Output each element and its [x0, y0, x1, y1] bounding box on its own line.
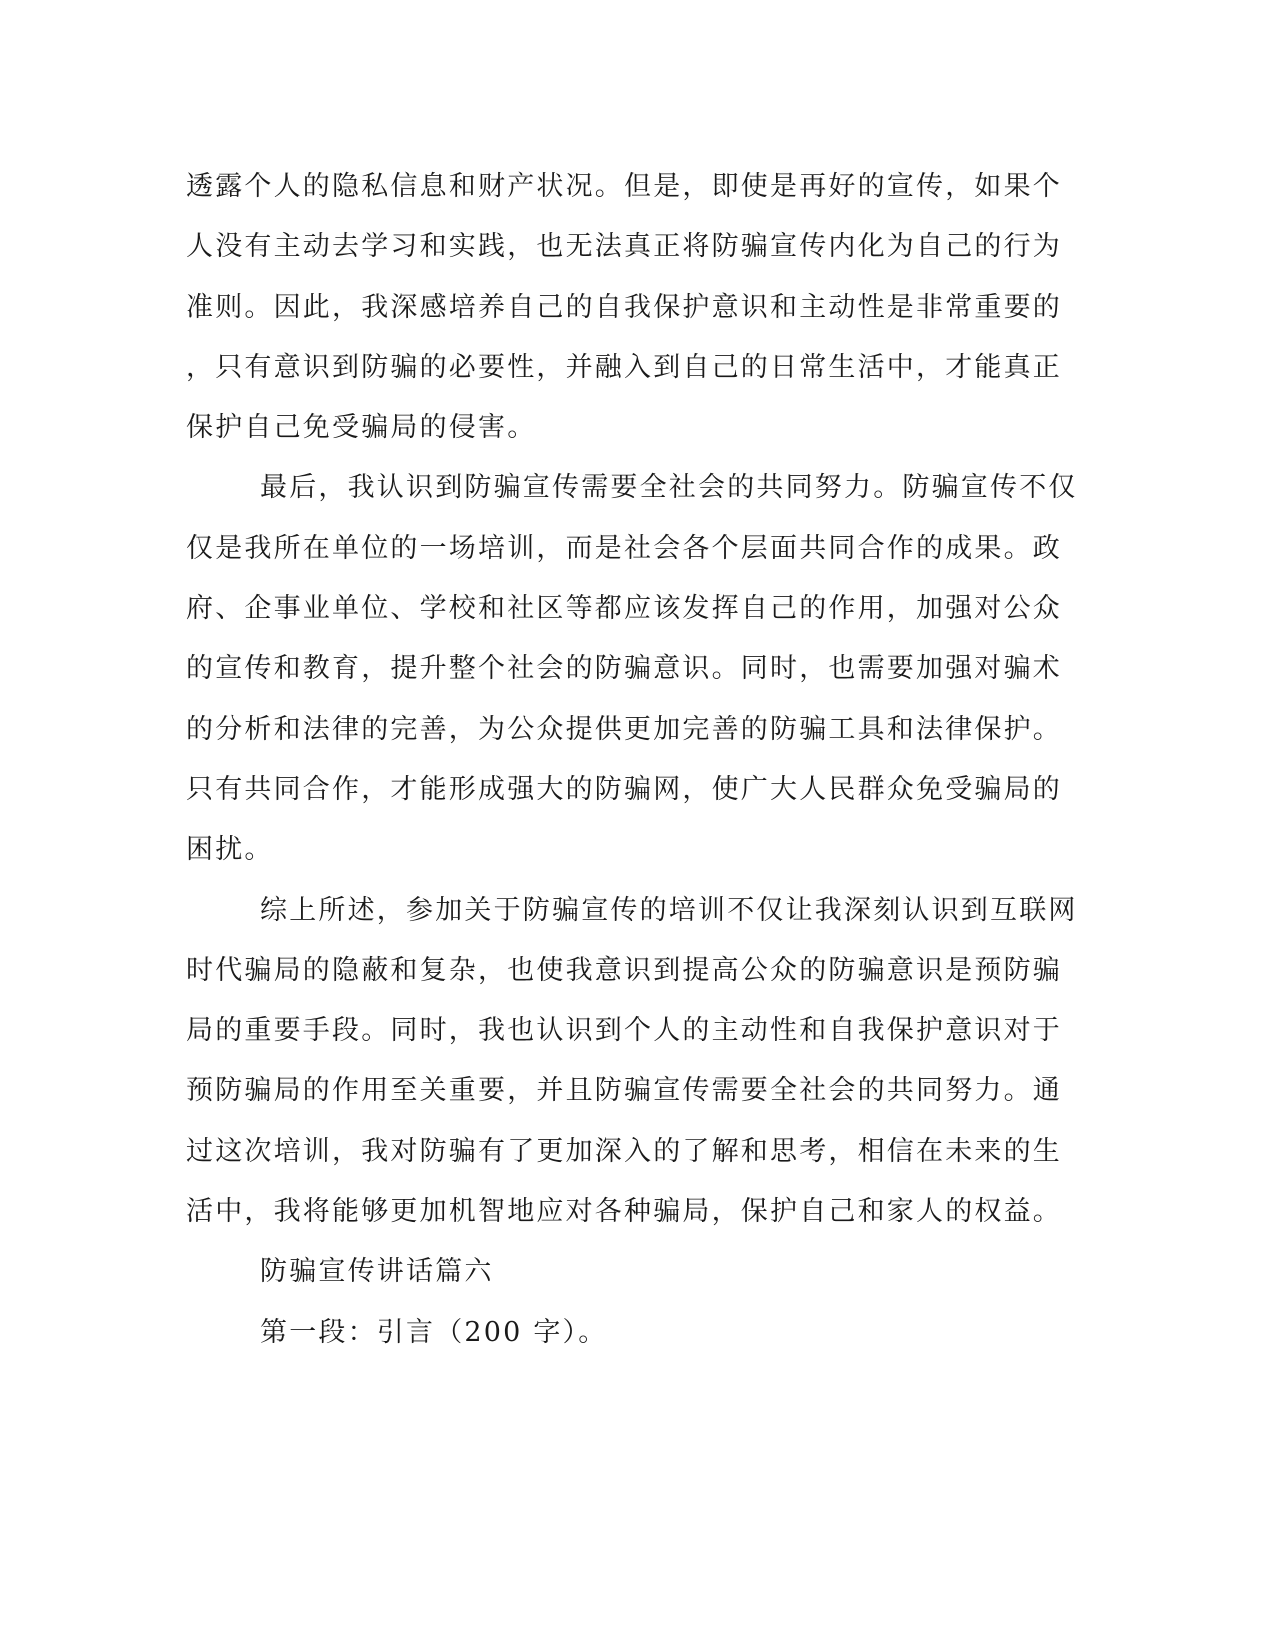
text-line: 保护自己免受骗局的侵害。	[186, 412, 537, 444]
text-line: 透露个人的隐私信息和财产状况。但是，即使是再好的宣传，如果个	[186, 171, 1062, 202]
text-line: 过这次培训，我对防骗有了更加深入的了解和思考，相信在未来的生	[186, 1135, 1062, 1167]
text-line: 的宣传和教育，提升整个社会的防骗意识。同时，也需要加强对骗术	[186, 653, 1062, 685]
document-body	[186, 157, 1078, 1363]
text-line: 活中，我将能够更加机智地应对各种骗局，保护自己和家人的权益。	[186, 1196, 1062, 1228]
text-line: 仅是我所在单位的一场培训，而是社会各个层面共同合作的成果。政	[186, 532, 1062, 564]
text-line: ，只有意识到防骗的必要性，并融入到自己的日常生活中，才能真正	[186, 351, 1062, 383]
text-line: 府、企事业单位、学校和社区等都应该发挥自己的作用，加强对公众	[186, 593, 1062, 625]
paragraph-first-line: 最后，我认识到防骗宣传需要全社会的共同努力。防骗宣传不仅	[260, 472, 1078, 504]
text-line: 的分析和法律的完善，为公众提供更加完善的防骗工具和法律保护。	[186, 713, 1062, 745]
text-line: 困扰。	[186, 834, 274, 866]
text-line: 准则。因此，我深感培养自己的自我保护意识和主动性是非常重要的	[186, 291, 1062, 323]
text-line: 局的重要手段。同时，我也认识到个人的主动性和自我保护意识对于	[186, 1015, 1062, 1047]
subsection-heading: 第一段：引言（200 字）。	[260, 1316, 608, 1348]
paragraph-first-line: 综上所述，参加关于防骗宣传的培训不仅让我深刻认识到互联网	[260, 894, 1078, 926]
text-line: 只有共同合作，才能形成强大的防骗网，使广大人民群众免受骗局的	[186, 773, 1062, 805]
text-line: 预防骗局的作用至关重要，并且防骗宣传需要全社会的共同努力。通	[186, 1075, 1062, 1107]
text-line: 人没有主动去学习和实践，也无法真正将防骗宣传内化为自己的行为	[186, 231, 1062, 263]
text-line: 时代骗局的隐蔽和复杂，也使我意识到提高公众的防骗意识是预防骗	[186, 954, 1062, 986]
section-heading: 防骗宣传讲话篇六	[260, 1256, 494, 1288]
